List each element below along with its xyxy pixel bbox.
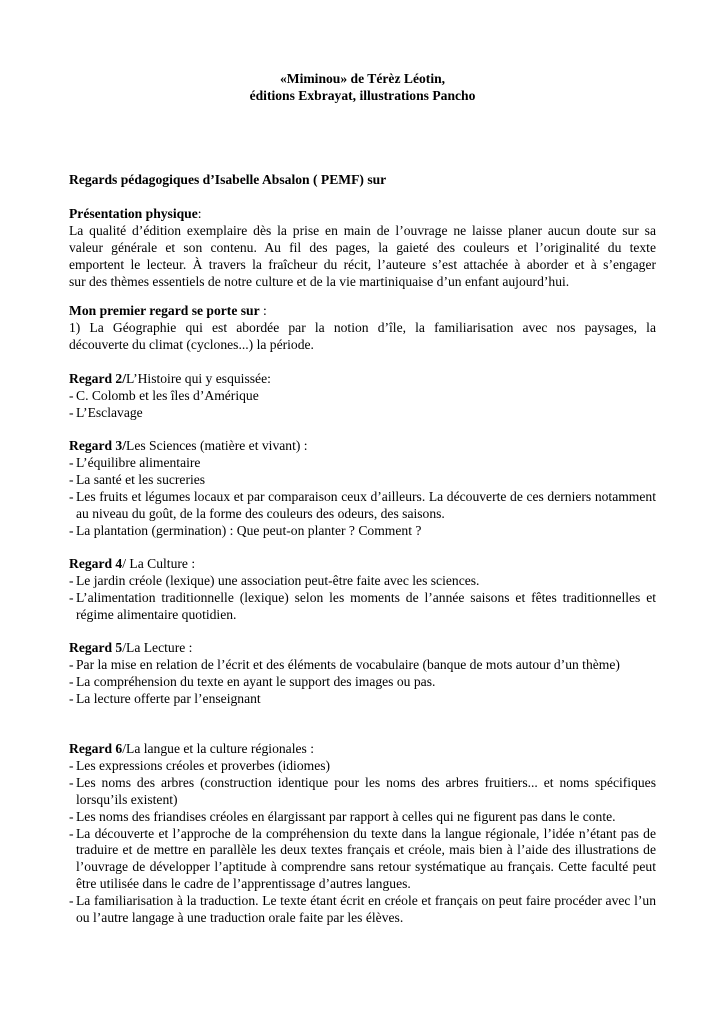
- list-item: - Par la mise en relation de l’écrit et des éléments de vocabulaire (banque de mots autour d’un thème): [69, 657, 656, 674]
- section-regard-1: [69, 303, 656, 354]
- list-item: - La santé et les sucreries: [69, 472, 656, 489]
- list-item: - La familiarisation à la traduction. Le texte étant écrit en créole et français on peut faire procéder avec l’un ou l’autre langage à une traduction orale faite par les élèves.: [69, 893, 656, 927]
- list-item: - Les noms des friandises créoles en élargissant par rapport à celles qui ne figurent pas dans le conte.: [69, 809, 656, 826]
- regard-2-heading: Regard 2/: [69, 371, 127, 386]
- regard-5-list: [69, 657, 656, 708]
- regard-1-line: 1) La Géographie qui est abordée par la notion d’île, la familiarisation avec nos paysages, la: [69, 319, 656, 335]
- regard-4-label: / La Culture :: [122, 556, 196, 571]
- regard-5-label: /La Lecture :: [122, 640, 193, 655]
- section-regard-2: [69, 371, 656, 422]
- presentation-heading: Présentation physique: [69, 206, 198, 221]
- regard-2-list: [69, 388, 656, 422]
- list-item: - La plantation (germination) : Que peut-on planter ? Comment ?: [69, 523, 656, 540]
- presentation-heading-suffix: :: [197, 206, 202, 221]
- document-subtitle: [69, 172, 656, 189]
- presentation-line: emportent le lecteur. À travers la fraîcheur du récit, l’auteure s’est attachée à aborder et à s’engager: [69, 256, 656, 272]
- section-regard-5: [69, 640, 656, 708]
- regard-4-heading: Regard 4: [69, 556, 123, 571]
- regard-6-heading: Regard 6: [69, 741, 123, 756]
- regard-1-line: découverte du climat (cyclones...) la période.: [69, 336, 314, 352]
- regard-1-heading-line: [69, 303, 656, 320]
- list-item: - Les noms des arbres (construction identique pour les noms des arbres fruitiers... et noms spécifiques lorsqu’ils existent): [69, 775, 656, 809]
- regard-5-heading: Regard 5: [69, 640, 123, 655]
- document-title-line-2: éditions Exbrayat, illustrations Pancho: [249, 88, 476, 103]
- list-item: - L’alimentation traditionnelle (lexique) selon les moments de l’année saisons et fêtes traditionnelles et régime alimentaire quotidien.: [69, 590, 656, 624]
- list-item: - Les fruits et légumes locaux et par comparaison ceux d’ailleurs. La découverte de ces derniers notamment au niveau du goût, de la forme des couleurs des odeurs, des saisons.: [69, 489, 656, 523]
- regard-1-heading: Mon premier regard se porte sur: [69, 303, 260, 318]
- list-item: - L’Esclavage: [69, 405, 656, 422]
- presentation-line: La qualité d’édition exemplaire dès la prise en main de l’ouvrage ne laisse planer aucun doute sur sa: [69, 222, 656, 238]
- regard-3-heading-line: [69, 438, 656, 455]
- presentation-line: sur des thèmes essentiels de notre culture et de la vie martiniquaise d’un enfant aujourd’hui.: [69, 273, 570, 289]
- regard-5-heading-line: [69, 640, 656, 657]
- regard-6-label: /La langue et la culture régionales :: [122, 741, 314, 756]
- list-item: - La découverte et l’approche de la compréhension du texte dans la langue régionale, l’idée n’étant pas de traduire et de mettre en parallèle les deux textes français et créole, mais bien à l’aide des illustrations de l’ouvrage de développer l’aptitude à comprendre sans retour systématique au français. Cette faculté peut être utilisée dans le cadre de l’apprentissage d’autres langues.: [69, 826, 656, 894]
- list-item: - L’équilibre alimentaire: [69, 455, 656, 472]
- regard-6-list: [69, 758, 656, 927]
- regard-1-heading-suffix: :: [259, 303, 267, 318]
- list-item: - C. Colomb et les îles d’Amérique: [69, 388, 656, 405]
- presentation-heading-line: [69, 206, 656, 223]
- regard-2-heading-line: [69, 371, 656, 388]
- regard-3-heading: Regard 3/: [69, 438, 127, 453]
- presentation-line: valeur générale et son contenu. Au fil des pages, la gaieté des couleurs et l’originalité du texte: [69, 239, 656, 255]
- regard-6-heading-line: [69, 741, 656, 758]
- regard-2-label: L’Histoire qui y esquissée:: [126, 371, 271, 386]
- section-regard-6: [69, 741, 656, 927]
- regard-4-list: [69, 573, 656, 624]
- regard-3-label: Les Sciences (matière et vivant) :: [126, 438, 308, 453]
- document-title-line-1: «Miminou» de Térèz Léotin,: [279, 71, 446, 86]
- list-item: - La lecture offerte par l’enseignant: [69, 691, 656, 708]
- section-presentation: [69, 206, 656, 291]
- subtitle-text: Regards pédagogiques d’Isabelle Absalon ( PEMF) sur: [69, 172, 387, 187]
- list-item: - Les expressions créoles et proverbes (idiomes): [69, 758, 656, 775]
- section-regard-4: [69, 556, 656, 624]
- regard-4-heading-line: [69, 556, 656, 573]
- list-item: - Le jardin créole (lexique) une association peut-être faite avec les sciences.: [69, 573, 656, 590]
- section-regard-3: [69, 438, 656, 539]
- list-item: - La compréhension du texte en ayant le support des images ou pas.: [69, 674, 656, 691]
- regard-3-list: [69, 455, 656, 540]
